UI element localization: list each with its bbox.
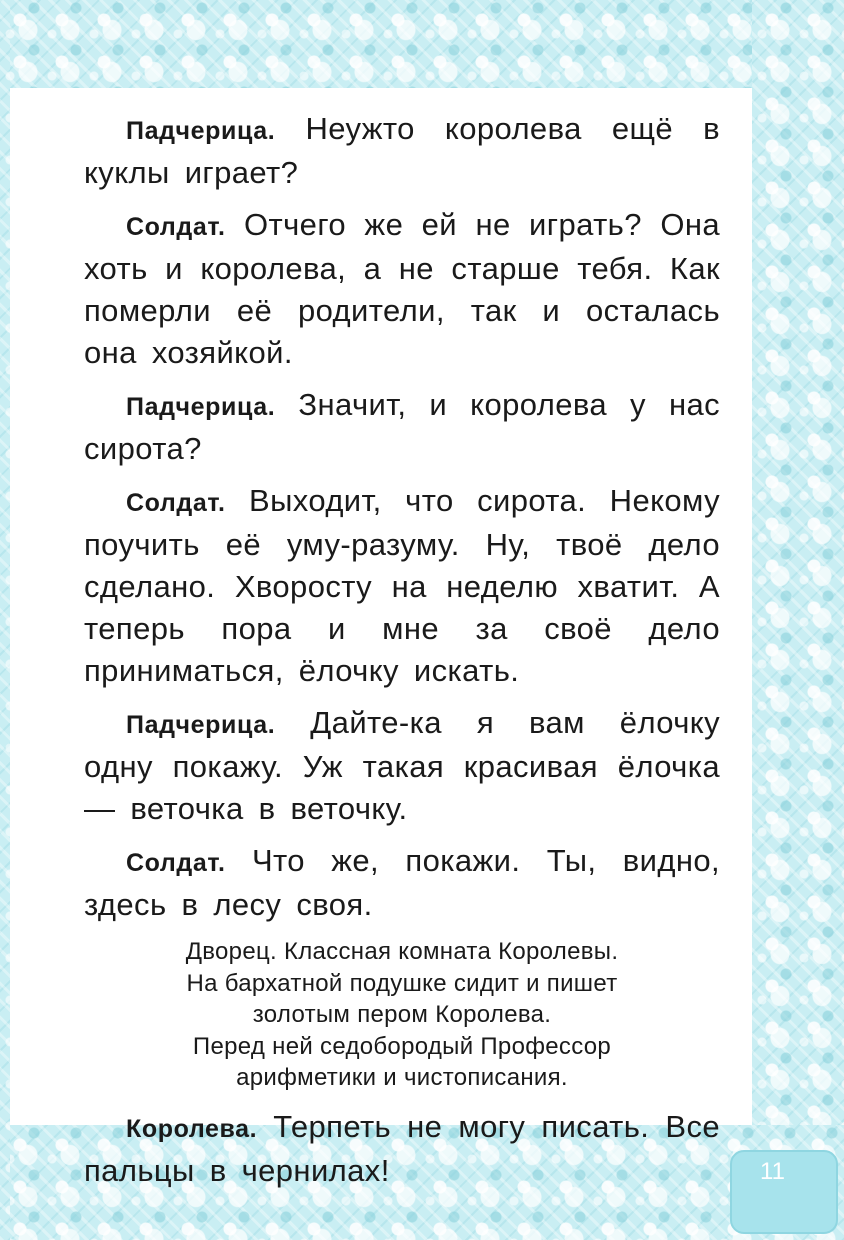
dialogue-text: Отчего же ей не играть? Она хоть и королева, а не старше тебя. Как померли её родители, так и осталась она хозяйкой. — [84, 207, 720, 370]
play-text — [84, 108, 720, 1202]
stage-direction-line: золотым пером Королева. — [252, 1001, 552, 1028]
page-number: 11 — [760, 1158, 785, 1185]
stage-direction-line: На бархатной подушке сидит и пишет — [186, 969, 618, 997]
speaker-name: Падчерица. — [126, 711, 276, 739]
dialogue-text: Неужто королева ещё в куклы играет? — [84, 111, 720, 190]
dialogue-line — [84, 108, 720, 194]
ornamental-border-left — [0, 0, 10, 1240]
dialogue-text: Что же, покажи. Ты, видно, здесь в лесу своя. — [84, 843, 721, 922]
dialogue-line — [84, 204, 720, 374]
ornamental-border-top — [0, 0, 844, 88]
page-text-area — [10, 88, 752, 1188]
speaker-name: Солдат. — [126, 849, 226, 877]
page-number-badge — [730, 1150, 838, 1234]
dialogue-line — [84, 384, 720, 470]
dialogue-line — [84, 1106, 720, 1192]
dialogue-line — [84, 480, 720, 692]
dialogue-text: Терпеть не могу писать. Все пальцы в чернилах! — [84, 1108, 720, 1188]
stage-direction-line: Дворец. Классная комната Королевы. — [185, 938, 619, 965]
dialogue-text: Значит, и королева у нас сирота? — [84, 387, 720, 466]
stage-direction-line: Перед ней седобородый Профессор — [192, 1032, 612, 1060]
speaker-name: Королева. — [126, 1114, 258, 1143]
speaker-name: Солдат. — [126, 489, 226, 517]
speaker-name: Падчерица. — [126, 393, 276, 421]
dialogue-line — [84, 840, 720, 926]
speaker-name: Падчерица. — [126, 117, 276, 145]
dialogue-line — [84, 702, 720, 830]
stage-direction — [84, 936, 720, 1094]
stage-direction-line: арифметики и чистописания. — [236, 1064, 568, 1091]
ornamental-border-right — [752, 0, 844, 1240]
speaker-name: Солдат. — [126, 213, 226, 241]
dialogue-text: Дайте-ка я вам ёлочку одну покажу. Уж такая красивая ёлочка — веточка в веточку. — [84, 705, 721, 826]
dialogue-text: Выходит, что сирота. Некому поучить её уму-разуму. Ну, твоё дело сделано. Хворосту на неделю хватит. А теперь пора и мне за своё дело приниматься, ёлочку искать. — [84, 483, 721, 688]
